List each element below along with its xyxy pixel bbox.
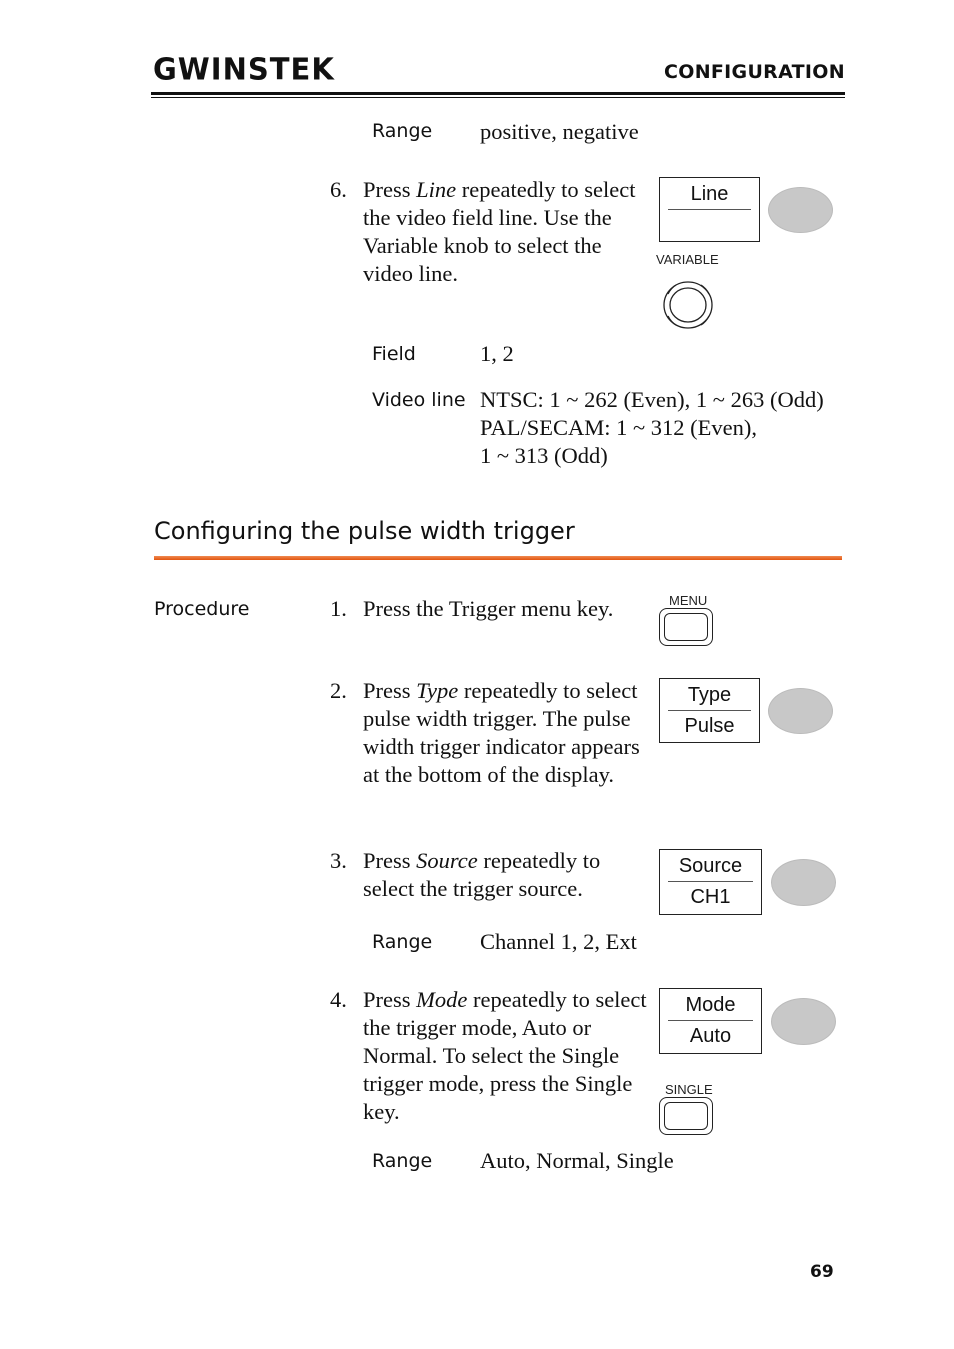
menu-key-label: MENU: [669, 593, 708, 608]
header-rule-thin: [151, 97, 845, 98]
step-1-text: Press the Trigger menu key.: [363, 596, 614, 621]
softmenu-label: Source: [678, 855, 743, 877]
range-label: Range: [372, 931, 433, 953]
range-value: Channel 1, 2, Ext: [480, 929, 637, 954]
softmenu-divider: [668, 1020, 753, 1021]
step-number: 1.: [330, 596, 347, 621]
line-softkey-button[interactable]: [768, 187, 833, 233]
video-line-value-pal: PAL/SECAM: 1 ~ 312 (Even),: [480, 415, 757, 440]
softmenu-value: Pulse: [684, 715, 735, 737]
menu-key-button[interactable]: [659, 608, 713, 646]
range-value: Auto, Normal, Single: [480, 1148, 674, 1173]
page-number: 69: [810, 1262, 834, 1282]
step-6-text: Press Line repeatedly to select the video field line. Use the Variable knob to select the video line.: [363, 177, 636, 286]
step-number: 3.: [330, 848, 347, 873]
header-rule-thick: [151, 92, 845, 95]
softmenu-value: Auto: [689, 1025, 732, 1047]
softmenu-label: Type: [687, 684, 732, 706]
variable-label: VARIABLE: [656, 252, 719, 267]
step-3-text: Press Source repeatedly to select the trigger source.: [363, 848, 601, 901]
video-line-value-pal-odd: 1 ~ 313 (Odd): [480, 443, 608, 468]
step-2-text: Press Type repeatedly to select pulse width trigger. The pulse width trigger indicator appears at the bottom of the display.: [363, 678, 640, 787]
section-title: Configuring the pulse width trigger: [154, 517, 575, 545]
video-line-value-ntsc: NTSC: 1 ~ 262 (Even), 1 ~ 263 (Odd): [480, 387, 824, 412]
brand-logo: GWINSTEK: [153, 51, 335, 87]
softmenu-label: Mode: [685, 994, 736, 1016]
mode-softkey-button[interactable]: [771, 998, 836, 1045]
field-value: 1, 2: [480, 341, 514, 366]
step-number: 6.: [330, 177, 347, 202]
type-softmenu-box: [659, 678, 760, 743]
procedure-label: Procedure: [154, 598, 250, 620]
field-label: Field: [372, 343, 416, 365]
step-number: 4.: [330, 987, 347, 1012]
step-4-text: Press Mode repeatedly to select the trigger mode, Auto or Normal. To select the Single trigger mode, press the Single key.: [363, 987, 647, 1124]
source-softmenu-box: [659, 849, 762, 915]
single-key-label: SINGLE: [665, 1082, 713, 1097]
single-key-button[interactable]: [659, 1097, 713, 1135]
range-label: Range: [372, 1150, 433, 1172]
softmenu-divider: [668, 209, 751, 210]
section-underline: [154, 556, 842, 560]
range-label: Range: [372, 120, 433, 142]
line-softmenu-box: [659, 177, 760, 242]
header-title: CONFIGURATION: [664, 61, 845, 83]
step-number: 2.: [330, 678, 347, 703]
variable-knob-icon[interactable]: [662, 280, 716, 330]
softmenu-value: CH1: [690, 886, 731, 908]
source-softkey-button[interactable]: [771, 859, 836, 906]
softmenu-label: Line: [690, 183, 729, 205]
type-softkey-button[interactable]: [768, 688, 833, 734]
softmenu-divider: [668, 881, 753, 882]
mode-softmenu-box: [659, 988, 762, 1054]
softmenu-divider: [668, 710, 751, 711]
video-line-label: Video line: [372, 389, 466, 411]
range-value: positive, negative: [480, 119, 639, 144]
